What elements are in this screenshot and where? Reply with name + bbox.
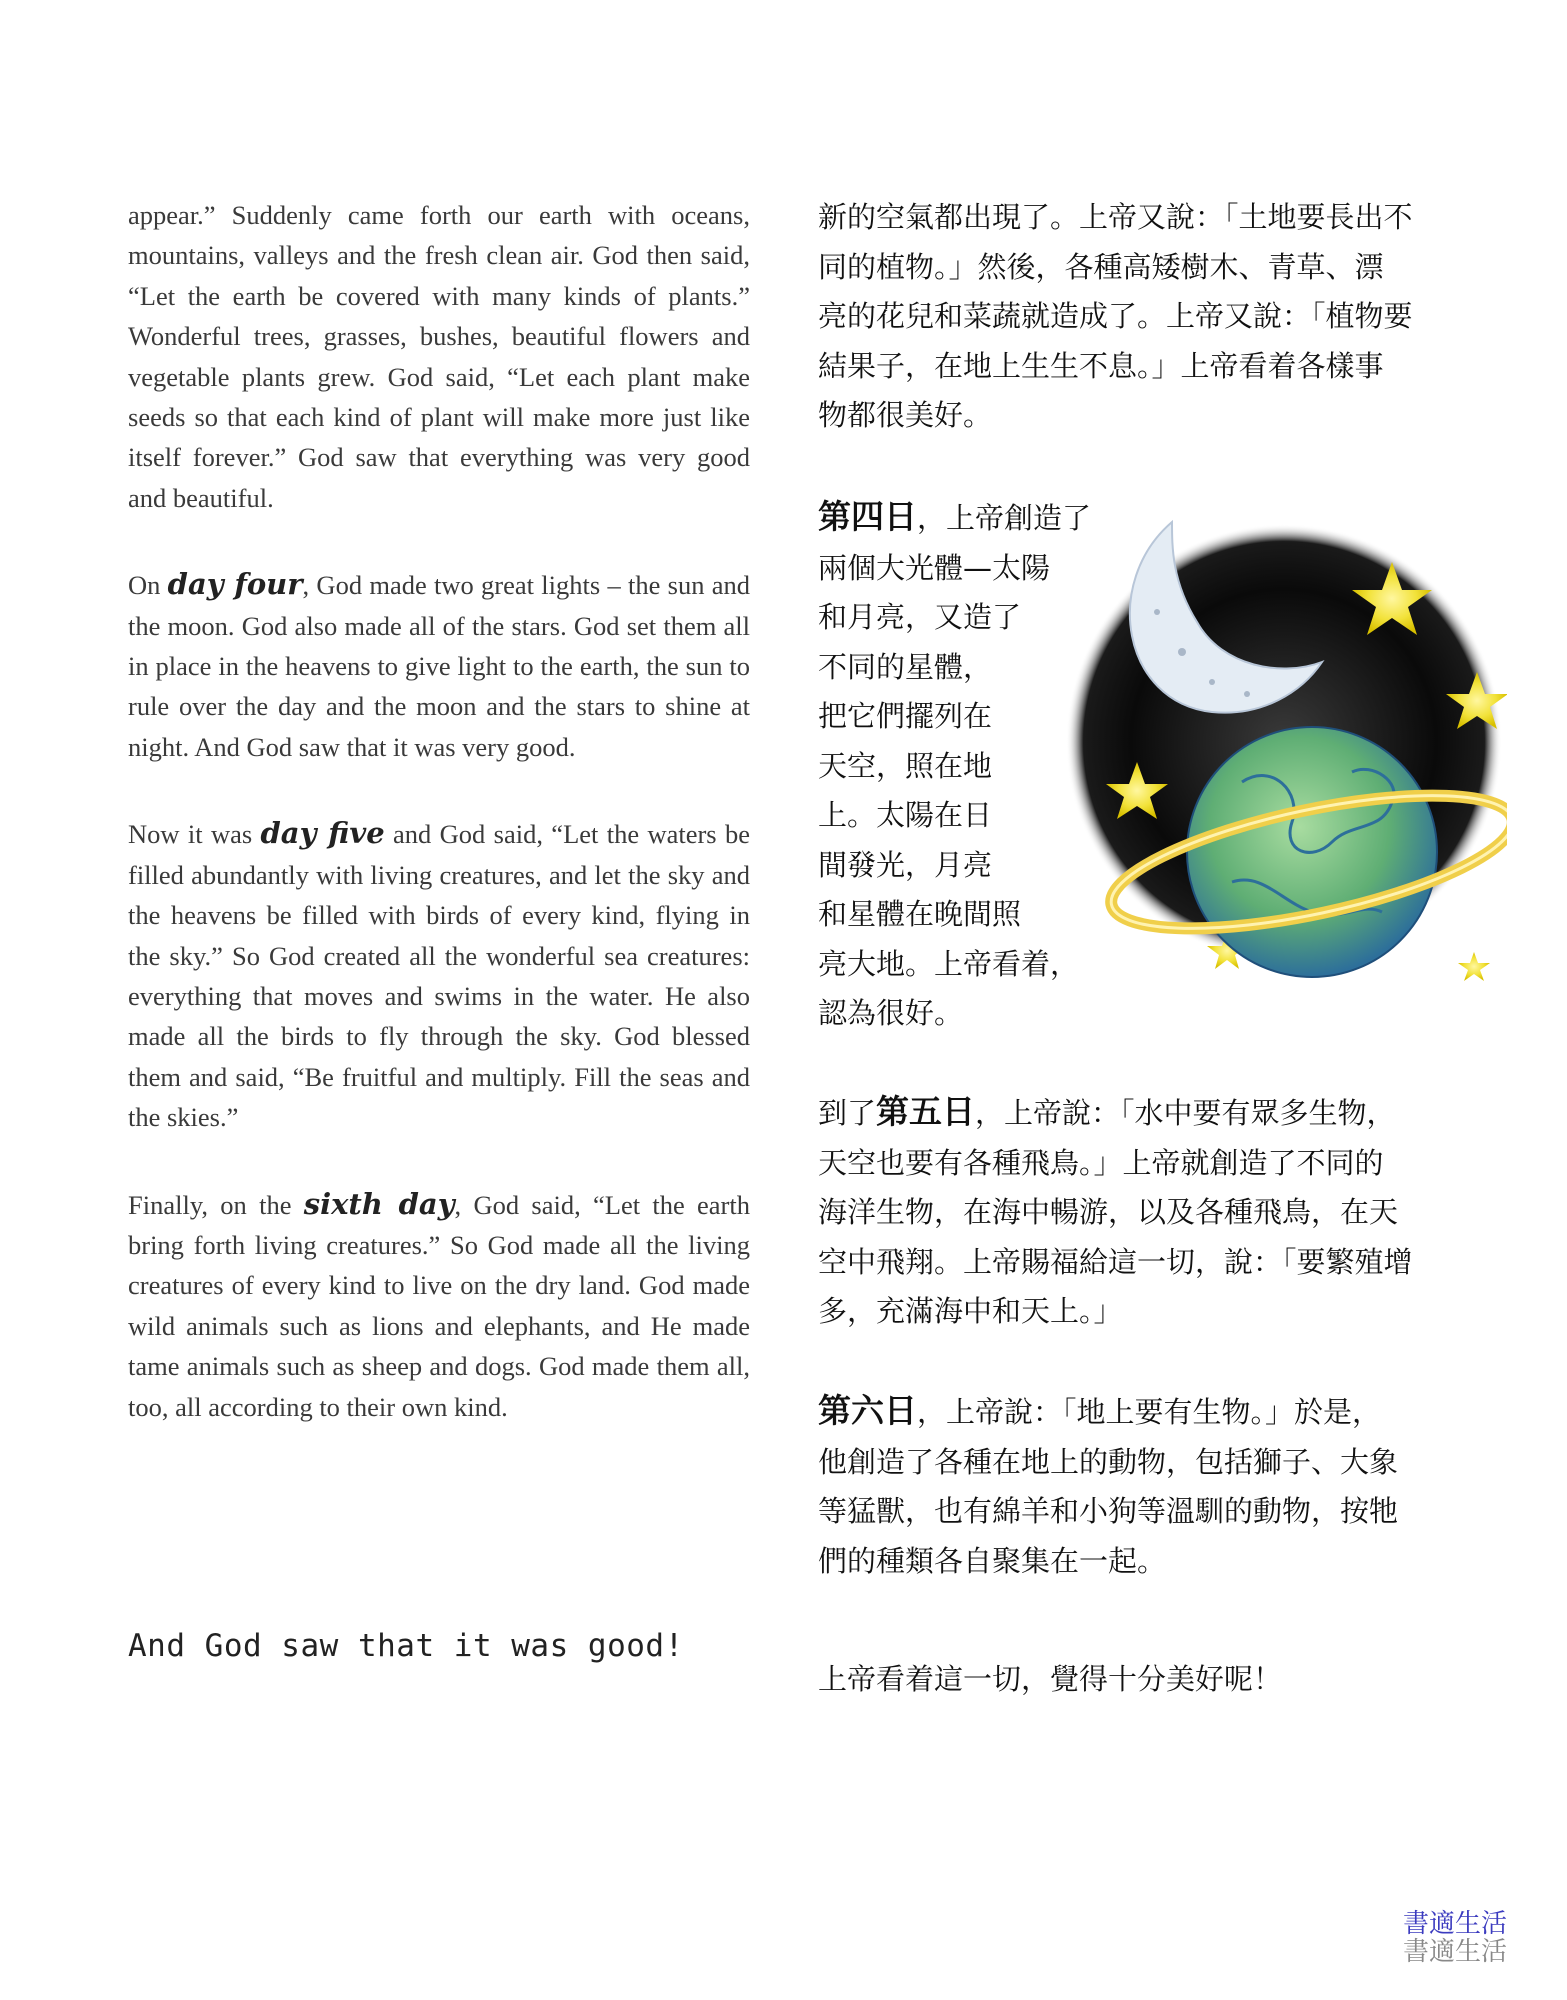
text-line: 天空也要有各種飛鳥。」上帝就創造了不同的 <box>818 1145 1384 1180</box>
watermark <box>1403 1910 1507 1966</box>
text-span: Finally, on the <box>128 1189 304 1220</box>
text-line: 上帝看着這一切，覺得十分美好呢！ <box>818 1662 1283 1696</box>
text-line: 認為很好。 <box>818 996 964 1030</box>
sixth-day-heading-zh: 第六日 <box>818 1391 917 1430</box>
text-line: 不同的星體， <box>818 649 993 684</box>
chinese-paragraph-1 <box>818 193 1443 441</box>
text-line: 新的空氣都出現了。上帝又說：「土地要長出不 <box>818 200 1413 234</box>
text-line: 等猛獸，也有綿羊和小狗等溫馴的動物，按牠 <box>818 1494 1399 1528</box>
text-line: 多，充滿海中和天上。」 <box>818 1294 1123 1328</box>
text-span: , God said, “Let the earth bring forth living creatures.” So God made all the living creatures of every kind to live on the dry land. God made wild animals such as lions and elephants, and He made tame animals such as sheep and dogs. God made them all, too, all according to their own kind. <box>128 1189 750 1422</box>
day-four-heading: day four <box>167 567 303 602</box>
day-four-heading-zh: 第四日 <box>818 497 917 536</box>
text-line: 亮大地。上帝看着， <box>818 946 1080 981</box>
watermark-line-1: 書適生活 <box>1402 1909 1507 1939</box>
english-column <box>128 195 750 1473</box>
text-line: 亮的花兒和菜蔬就造成了。上帝又說：「植物要 <box>818 299 1413 333</box>
text-line <box>818 1386 1443 1438</box>
english-paragraph-day-five <box>128 813 750 1137</box>
english-closing: And God saw that it was good! <box>128 1628 684 1664</box>
text-line: 空中飛翔。上帝賜福給這一切，說：「要繁殖增 <box>818 1244 1413 1279</box>
text-span: On <box>128 570 168 601</box>
text-span: ，上帝說：「水中要有眾多生物， <box>975 1096 1396 1130</box>
text-line: 物都很美好。 <box>818 398 993 432</box>
english-paragraph-day-four <box>128 564 750 767</box>
chinese-paragraph-sixth-day <box>818 1386 1443 1586</box>
day-five-heading: day five <box>260 816 385 851</box>
text-line: 兩個大光體—太陽 <box>818 550 1051 585</box>
text-line: 把它們擺列在 <box>818 699 993 733</box>
text-line: 上。太陽在日 <box>818 798 993 832</box>
text-line <box>818 1087 1443 1139</box>
text-line: 同的植物。」然後，各種高矮樹木、青草、漂 <box>818 249 1384 284</box>
text-span: Now it was <box>128 819 261 850</box>
text-span: ，上帝說：「地上要有生物。」於是， <box>917 1395 1382 1429</box>
text-line: 他創造了各種在地上的動物，包括獅子、大象 <box>818 1444 1399 1479</box>
text-line: 天空，照在地 <box>818 748 993 783</box>
text-line: 們的種類各自聚集在一起。 <box>818 1543 1167 1578</box>
text-line: 和星體在晚間照 <box>818 897 1022 931</box>
text-line: 和月亮，又造了 <box>818 600 1022 634</box>
watermark-line-2: 書適生活 <box>1402 1937 1507 1967</box>
chinese-closing <box>818 1655 1443 1705</box>
chinese-paragraph-day-five <box>818 1087 1443 1337</box>
day-five-heading-zh: 第五日 <box>876 1092 976 1131</box>
text-line: 結果子，在地上生生不息。」上帝看着各樣事 <box>818 348 1384 383</box>
text-span: 到了 <box>818 1096 877 1130</box>
english-paragraph-sixth-day <box>128 1184 750 1427</box>
text-line: 間發光，月亮 <box>818 847 993 882</box>
text-line: 海洋生物，在海中暢游，以及各種飛鳥，在天 <box>818 1195 1399 1229</box>
text-span: ，上帝創造了 <box>917 501 1092 535</box>
text-span: and God said, “Let the waters be filled abundantly with living creatures, and let the sky and the heavens be filled with birds of every kind, flying in the sky.” So God created all the wonderful sea creatures: everything that moves and swims in the water. He also made all the birds to fly through the sky. God blessed them and said, “Be fruitful and multiply. Fill the seas and the skies.” <box>128 819 750 1133</box>
text-span: , God made two great lights – the sun and the moon. God also made all of the stars. God set them all in place in the heavens to give light to the earth, the sun to rule over the day and the moon and the stars to shine at night. And God saw that it was very good. <box>128 570 750 762</box>
moon-stars-earth-illustration <box>1062 462 1507 1022</box>
english-paragraph-1: appear.” Suddenly came forth our earth with oceans, mountains, valleys and the fresh clean air. God then said, “Let the earth be covered with many kinds of plants.” Wonderful trees, grasses, bushes, beautiful flowers and vegetable plants grew. God said, “Let each plant make seeds so that each kind of plant will make more just like itself forever.” God saw that everything was very good and beautiful. <box>128 200 750 513</box>
sixth-day-heading: sixth day <box>303 1186 455 1221</box>
